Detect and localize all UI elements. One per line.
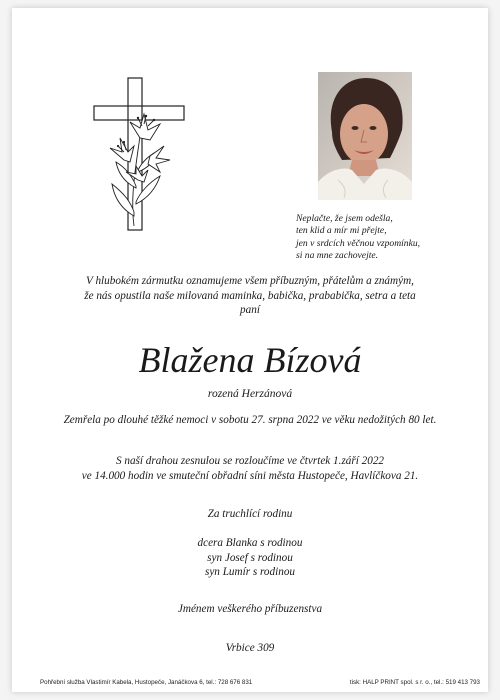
intro-line: V hlubokém zármutku oznamujeme všem příbuzným, přátelům a známým,: [86, 275, 414, 287]
announcement-intro: [32, 274, 468, 318]
family-member: syn Lumír s rodinou: [204, 566, 296, 579]
address: Vrbice 309: [225, 642, 275, 654]
poem: [296, 213, 486, 263]
relatives-line: Jménem veškerého příbuzenstva: [177, 603, 323, 615]
funeral-service-credit: Pohřební služba Vlastimír Kabela, Hustopeče, Janáčkova 6, tel.: 728 676 831: [40, 679, 253, 686]
poem-line: ten klid a mír mi přejte,: [296, 225, 387, 237]
funeral-details: [32, 454, 468, 484]
print-credit: tisk: HALP PRINT spol. s r. o., tel.: 519 413 793: [349, 679, 480, 686]
poem-line: si na mne zachovejte.: [296, 250, 379, 262]
mourners-title: Za truchlící rodinu: [207, 508, 293, 520]
deceased-name: Blažena Bízová: [138, 340, 362, 380]
maiden-name: rozená Herzánová: [207, 388, 293, 400]
family-member: dcera Blanka s rodinou: [197, 537, 303, 549]
death-notice: Zemřela po dlouhé těžké nemoci v sobotu 27. srpna 2022 ve věku nedožitých 80 let.: [63, 414, 437, 426]
funeral-line: ve 14.000 hodin ve smuteční obřadní síni města Hustopeče, Havlíčkova 21.: [81, 470, 419, 482]
portrait-photo: [318, 72, 412, 200]
poem-line: Neplačte, že jsem odešla,: [296, 213, 393, 224]
poem-line: jen v srdcích věčnou vzpomínku,: [296, 237, 421, 249]
family-member: syn Josef s rodinou: [207, 551, 293, 564]
funeral-line: S naší drahou zesnulou se rozloučíme ve čtvrtek 1.září 2022: [115, 455, 385, 467]
obituary-notice: [12, 8, 488, 692]
family-list: [32, 536, 468, 580]
cross-with-lily-icon: [90, 76, 188, 236]
intro-line: paní: [240, 304, 260, 317]
intro-line: že nás opustila naše milovaná maminka, babička, prababička, setra a teta: [84, 289, 416, 302]
